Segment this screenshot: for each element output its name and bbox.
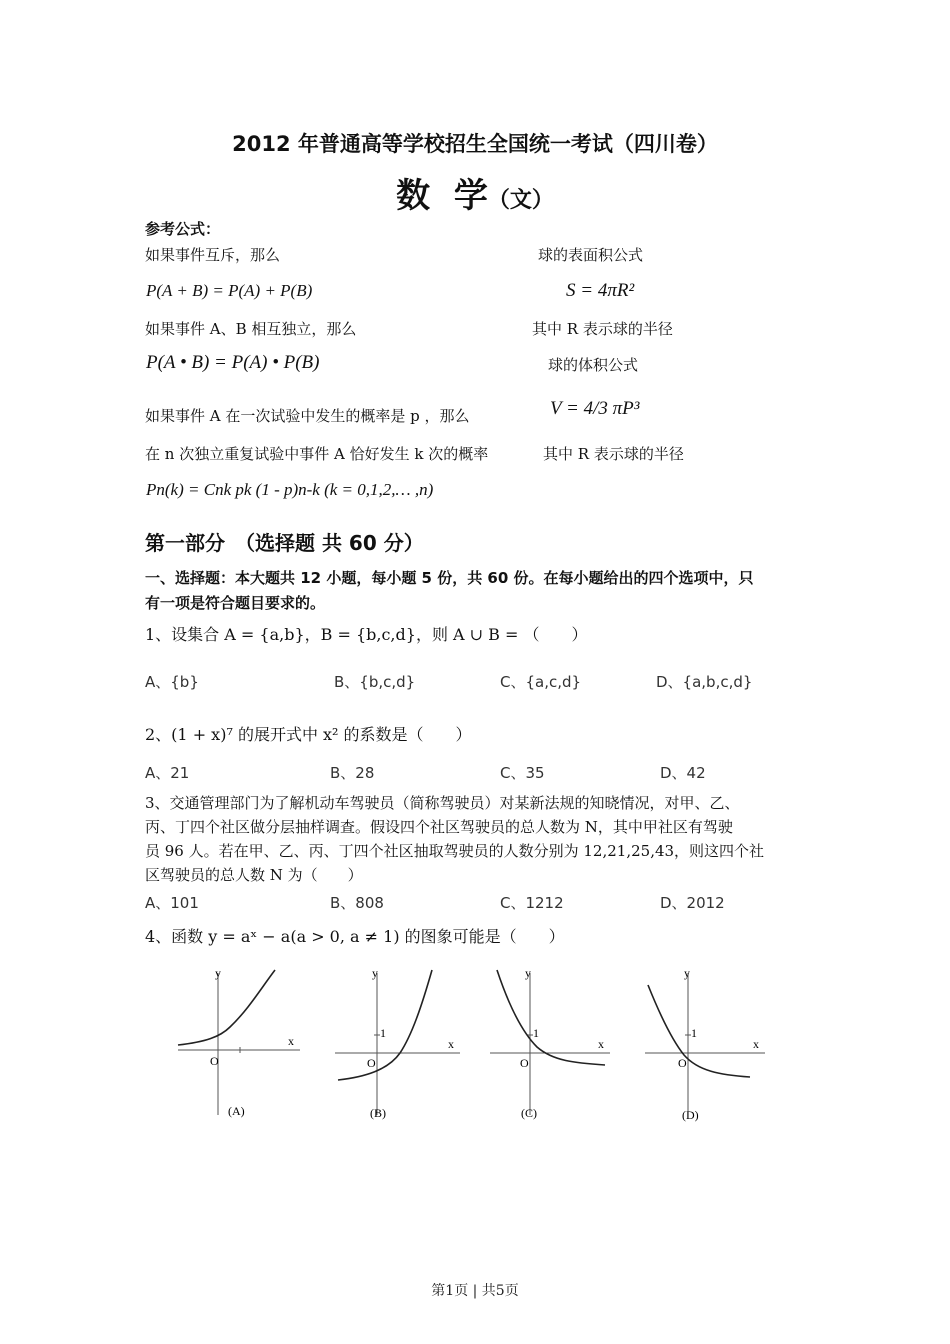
question-4-stem: 4、函数 y = aˣ − a(a > 0, a ≠ 1) 的图象可能是（ ） <box>145 927 565 946</box>
formulas-heading: 参考公式： <box>145 220 221 238</box>
question-3-stem-line-3: 员 96 人。若在甲、乙、丙、丁四个社区抽取驾驶员的人数分别为 12,21,25,43，则这四个社 <box>145 842 765 860</box>
question-3-option-a: A、101 <box>145 894 199 912</box>
graph-c-origin: O <box>520 1056 529 1070</box>
sphere-area-formula: S = 4πR² <box>566 280 635 301</box>
subject-name: 数 学 <box>396 176 488 216</box>
graph-c-y-label: y <box>525 966 531 980</box>
question-3-stem-line-4: 区驾驶员的总人数 N 为（ ） <box>145 866 363 884</box>
graph-d-x-label: x <box>753 1037 759 1051</box>
binomial-formula: Pn(k) = Cnk pk (1 - p)n-k (k = 0,1,2,… ,n) <box>146 480 434 499</box>
graph-d-origin: O <box>678 1056 687 1070</box>
subject-suffix: （文） <box>487 187 554 213</box>
graph-b-caption: (B) <box>370 1106 386 1120</box>
question-2-option-d: D、42 <box>660 764 706 782</box>
graph-d <box>640 965 780 1125</box>
question-1-option-a: A、{b} <box>145 673 199 691</box>
question-2-option-b: B、28 <box>330 764 375 782</box>
graph-c-one-label: 1 <box>533 1026 539 1040</box>
graph-a-y-label: y <box>215 966 221 980</box>
graph-b-y-label: y <box>372 966 378 980</box>
instructions-line-2: 有一项是符合题目要求的。 <box>145 594 326 612</box>
page-footer: 第1页 | 共5页 <box>431 1283 519 1299</box>
part1-heading: 第一部分 （选择题 共 60 分） <box>145 531 424 555</box>
graph-a <box>170 965 310 1125</box>
subject-heading <box>0 168 950 217</box>
question-2-option-a: A、21 <box>145 764 190 782</box>
graph-a-caption: (A) <box>228 1104 245 1118</box>
question-3-option-b: B、808 <box>330 894 384 912</box>
graph-c-caption: (C) <box>521 1106 537 1120</box>
instructions-line-1: 一、选择题：本大题共 12 小题，每小题 5 份，共 60 份。在每小题给出的四个选项中，只 <box>145 569 754 587</box>
addition-rule: P(A + B) = P(A) + P(B) <box>146 281 313 300</box>
sphere-volume-formula: V = 4/3 πP³ <box>550 398 640 419</box>
graph-b <box>330 965 470 1125</box>
question-1-option-b: B、{b,c,d} <box>334 673 416 691</box>
n-trials-text: 在 n 次独立重复试验中事件 A 恰好发生 k 次的概率 <box>145 445 489 463</box>
graph-a-x-label: x <box>288 1034 294 1048</box>
question-3-stem-line-1: 3、交通管理部门为了解机动车驾驶员（简称驾驶员）对某新法规的知晓情况，对甲、乙、 <box>145 794 740 812</box>
graph-d-one-label: 1 <box>691 1026 697 1040</box>
graph-c-x-label: x <box>598 1037 604 1051</box>
question-1-option-c: C、{a,c,d} <box>500 673 582 691</box>
graph-b-x-label: x <box>448 1037 454 1051</box>
exam-title: 2012 年普通高等学校招生全国统一考试（四川卷） <box>232 132 718 156</box>
graph-a-origin: O <box>210 1054 219 1068</box>
probability-p-text: 如果事件 A 在一次试验中发生的概率是 p ，那么 <box>145 407 470 425</box>
question-3-option-d: D、2012 <box>660 894 725 912</box>
question-3-option-c: C、1212 <box>500 894 564 912</box>
question-2-stem: 2、(1 + x)⁷ 的展开式中 x² 的系数是（ ） <box>145 725 472 744</box>
question-3-stem-line-2: 丙、丁四个社区做分层抽样调查。假设四个社区驾驶员的总人数为 N，其中甲社区有驾驶 <box>145 818 733 836</box>
sphere-area-label: 球的表面积公式 <box>538 246 644 264</box>
multiplication-rule: P(A • B) = P(A) • P(B) <box>146 352 320 373</box>
question-1-option-d: D、{a,b,c,d} <box>656 673 753 691</box>
graph-d-caption: (D) <box>682 1108 699 1122</box>
graph-b-origin: O <box>367 1056 376 1070</box>
mutually-exclusive-text: 如果事件互斥，那么 <box>145 246 281 264</box>
graph-c <box>485 965 625 1125</box>
question-1-stem: 1、设集合 A = {a,b}，B = {b,c,d}，则 A ∪ B = （ ） <box>145 625 588 644</box>
radius-note-1: 其中 R 表示球的半径 <box>532 320 673 338</box>
graph-b-one-label: 1 <box>380 1026 386 1040</box>
question-2-option-c: C、35 <box>500 764 545 782</box>
independent-text: 如果事件 A、B 相互独立，那么 <box>145 320 357 338</box>
radius-note-2: 其中 R 表示球的半径 <box>543 445 684 463</box>
graph-d-y-label: y <box>684 966 690 980</box>
sphere-volume-label: 球的体积公式 <box>548 356 639 374</box>
